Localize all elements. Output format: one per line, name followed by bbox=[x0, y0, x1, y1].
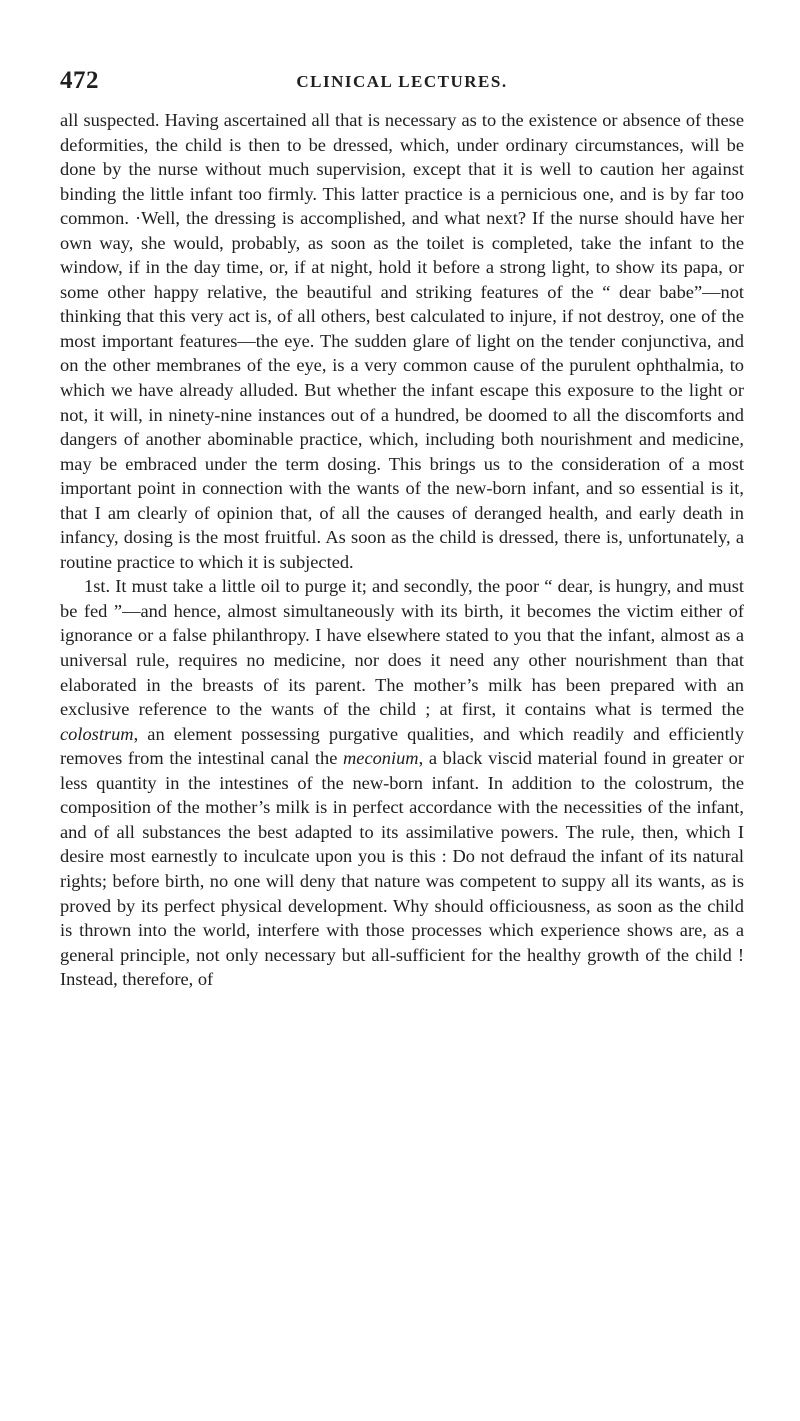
paragraph-1: all suspected. Having ascertained all that is necessary as to the existence or absence of these deformities, the child is then to be dressed, which, under ordinary circumstances, will be done by the nurse without much supervision, except that it is well to caution her against binding the little infant too firmly. This latter practice is a pernicious one, and is by far too common. ·Well, the dressing is accomplished, and what next? If the nurse should have her own way, she would, probably, as soon as the toilet is completed, take the infant to the window, if in the day time, or, if at night, hold it before a strong light, to show its papa, or some other happy relative, the beautiful and striking features of the “ dear babe”—not thinking that this very act is, of all others, best calculated to injure, if not destroy, one of the most important features—the eye. The sudden glare of light on the tender conjunctiva, and on the other membranes of the eye, is a very common cause of the purulent ophthalmia, to which we have already alluded. But whether the infant escape this exposure to the light or not, it will, in ninety-nine instances out of a hundred, be doomed to all the discomforts and dangers of another abominable practice, which, including both nourishment and medicine, may be embraced under the term dosing. This brings us to the consideration of a most important point in connection with the wants of the new-born infant, and so essential is it, that I am clearly of opinion that, of all the causes of deranged health, and early death in infancy, dosing is the most fruitful. As soon as the child is dressed, there is, unfortunately, a routine practice to which it is subjected. bbox=[60, 110, 744, 572]
paragraph-2-text-a: 1st. It must take a little oil to purge it; and secondly, the poor “ dear, is hungry, and must be fed ”—and hence, almost simultaneously with its birth, it becomes the victim either of ignorance or a false philanthropy. I have elsewhere stated to you that the infant, almost as a universal rule, requires no medicine, nor does it need any other nourishment than that elaborated in the breasts of its parent. The mother’s milk has been prepared with an exclusive reference to the wants of the child ; at first, it contains what is termed the bbox=[60, 576, 744, 720]
term-colostrum: colostrum bbox=[60, 723, 134, 744]
page-number: 472 bbox=[60, 67, 99, 94]
term-meconium: meconium bbox=[343, 748, 419, 769]
paragraph-2-text-c: , a black viscid material found in greater or less quantity in the intestines of the new-born infant. In addition to the colostrum, the composition of the mother’s milk is in perfect accordance with the necessities of the infant, and of all substances the best adapted to its assimilative powers. The rule, then, which I desire most earnestly to inculcate upon you is this : Do not defraud the infant of its natural rights; before birth, no one will deny that nature was competent to suppy all its wants, as is proved by its perfect physical development. Why should officiousness, as soon as the child is thrown into the world, interfere with those processes which experience shows are, as a general principle, not only necessary but all-sufficient for the healthy growth of the child ! Instead, therefore, of bbox=[60, 748, 744, 990]
paragraph-2 bbox=[60, 574, 744, 991]
body-text bbox=[60, 108, 744, 992]
paragraph-2-text-b: , an element possessing purgative qualities, and which readily and efficiently removes from the intestinal canal the bbox=[60, 723, 744, 769]
book-page bbox=[60, 66, 744, 992]
running-head: CLINICAL LECTURES. bbox=[296, 72, 508, 91]
page-header bbox=[60, 66, 744, 96]
